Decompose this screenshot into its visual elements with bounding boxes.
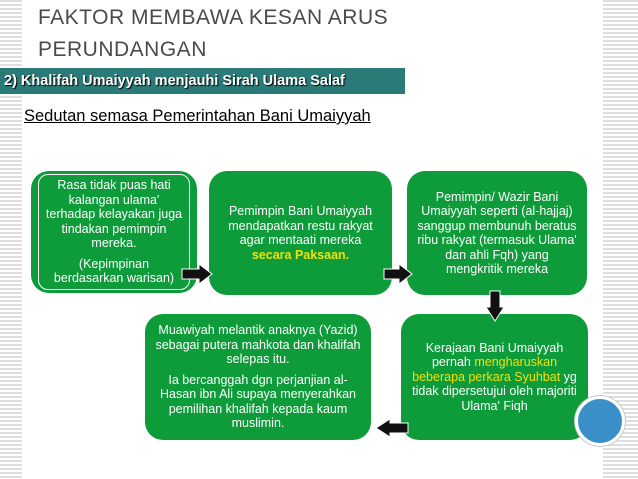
box5-part2: yg tidak dipersetujui oleh majoriti Ulama' Fiqh bbox=[412, 369, 577, 413]
box1-inner-frame bbox=[38, 174, 190, 290]
diagram-box-syubhat-matters bbox=[401, 314, 588, 440]
slide-title bbox=[38, 2, 558, 66]
box5-part1: Kerajaan Bani Umaiyyah pernah bbox=[425, 340, 564, 370]
diagram-box-killing-critics bbox=[407, 171, 587, 295]
box2-main-text: Pemimpin Bani Umaiyyah mendapatkan restu rakyat agar mentaati mereka bbox=[228, 204, 373, 247]
arrow-right-icon bbox=[383, 263, 413, 285]
subtitle-text: 2) Khalifah Umaiyyah menjauhi Sirah Ulama Salaf bbox=[4, 73, 345, 89]
box4-para1: Muawiyah melantik anaknya (Yazid) sebagai putera mahkota dan khalifah selepas itu. bbox=[155, 323, 361, 367]
box4-para2: Ia bercanggah dgn perjanjian al-Hasan ibn Ali supaya menyerahkan pemilihan khalifah kepada kaum muslimin. bbox=[160, 372, 356, 431]
box3-text: Pemimpin/ Wazir Bani Umaiyyah seperti (al-hajjaj) sanggup membunuh beratus ribu rakyat (termasuk Ulama' dan ahli Fqh) yang mengkritik mereka bbox=[417, 189, 577, 276]
subtitle-bar bbox=[0, 68, 405, 94]
arrow-right-icon bbox=[181, 263, 213, 285]
diagram-box-heir-appointment bbox=[145, 314, 371, 440]
box5-highlight: mengharuskan beberapa perkara Syuhbat bbox=[412, 355, 561, 384]
box1-para1: Rasa tidak puas hati kalangan ulama' terhadap kelayakan juga tindakan pemimpin mereka. bbox=[45, 178, 183, 251]
box2-text bbox=[219, 204, 382, 262]
arrow-down-icon bbox=[485, 290, 505, 322]
decorative-circle bbox=[575, 396, 625, 446]
diagram-box-forced-obedience bbox=[209, 171, 392, 295]
diagram-box-dissatisfaction bbox=[31, 171, 197, 293]
box2-highlight: secara Paksaan. bbox=[251, 247, 350, 262]
slide-title-line-1: FAKTOR MEMBAWA KESAN ARUS bbox=[38, 6, 389, 29]
slide-title-line-2: PERUNDANGAN bbox=[38, 38, 207, 61]
box1-para2: (Kepimpinan berdasarkan warisan) bbox=[53, 256, 175, 286]
arrow-left-icon bbox=[375, 418, 409, 438]
section-heading: Sedutan semasa Pemerintahan Bani Umaiyyah bbox=[24, 107, 371, 125]
box5-text bbox=[411, 341, 578, 414]
